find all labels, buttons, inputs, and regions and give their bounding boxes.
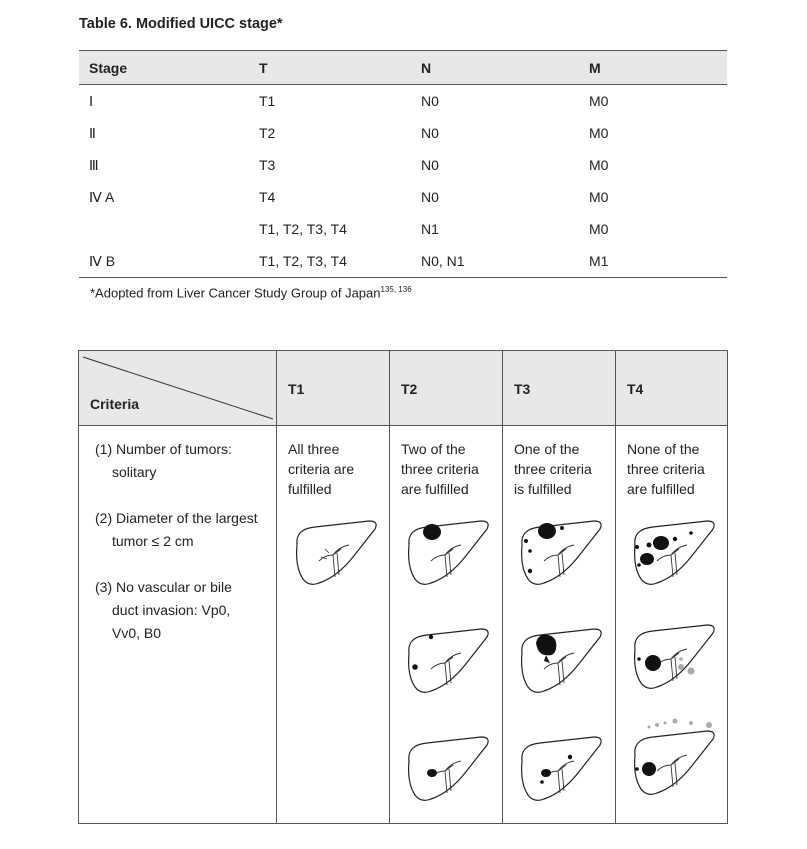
column-header-t2: T2 <box>401 381 418 397</box>
liver-illustration-t2-a <box>403 519 493 589</box>
description-line: fulfilled <box>288 481 332 497</box>
cell-n: N0 <box>421 157 439 173</box>
cell-stage: Ⅳ B <box>79 245 259 278</box>
table-row <box>79 85 727 118</box>
description-line: None of the <box>627 441 700 457</box>
header-t: T <box>259 51 421 85</box>
criterion-line: Vv0, B0 <box>112 625 162 641</box>
cell-m: M0 <box>589 125 609 141</box>
diagonal-corner-line <box>79 351 277 425</box>
cell-t: T1 <box>259 93 276 109</box>
criterion-line: tumor ≤ 2 cm <box>112 533 194 549</box>
cell-n: N0 <box>421 125 439 141</box>
cell-t: T1, T2, T3, T4 <box>259 221 347 237</box>
header-n: N <box>421 51 589 85</box>
criterion-line: (2) Diameter of the largest <box>95 510 258 526</box>
description-line: Two of the <box>401 441 466 457</box>
liver-illustration-t3-c <box>516 735 606 805</box>
uicc-stage-table <box>79 50 727 278</box>
cell-m: M0 <box>589 157 609 173</box>
column-divider <box>389 351 390 823</box>
description-line: criteria are <box>288 461 355 477</box>
table-title: Table 6. Modified UICC stage* <box>79 16 283 32</box>
description-t2 <box>401 439 506 499</box>
liver-illustration-t3-a <box>516 519 606 589</box>
column-header-t1: T1 <box>288 381 305 397</box>
description-line: three criteria <box>401 461 479 477</box>
cell-m: M0 <box>589 93 609 109</box>
criterion-line: duct invasion: Vp0, <box>112 602 231 618</box>
column-divider <box>502 351 503 823</box>
liver-illustration-t4-a <box>629 519 719 589</box>
cell-stage <box>79 213 259 245</box>
cell-stage: Ⅲ <box>89 156 99 173</box>
table-row <box>79 117 727 149</box>
cell-m: M0 <box>589 189 609 205</box>
criterion-diameter <box>95 507 258 553</box>
cell-n: N0 <box>421 93 439 109</box>
liver-illustration-t4-c <box>629 715 724 805</box>
table-footnote <box>90 285 412 300</box>
header-m: M <box>589 51 727 85</box>
criterion-line: (3) No vascular or bile <box>95 579 232 595</box>
cell-stage: Ⅰ <box>89 92 94 109</box>
description-t3 <box>514 439 619 499</box>
description-line: are fulfilled <box>627 481 695 497</box>
table-row <box>79 245 727 278</box>
cell-n: N0 <box>421 189 439 205</box>
description-t1 <box>288 439 393 499</box>
description-line: three criteria <box>514 461 592 477</box>
criteria-corner-label: Criteria <box>90 396 140 412</box>
description-t4 <box>627 439 732 499</box>
description-line: is fulfilled <box>514 481 572 497</box>
footnote-refs: 135, 136 <box>380 285 412 294</box>
cell-m: M0 <box>589 221 609 237</box>
description-line: three criteria <box>627 461 705 477</box>
t-criteria-table <box>78 350 728 824</box>
column-divider <box>615 351 616 823</box>
description-line: One of the <box>514 441 580 457</box>
table-row <box>79 149 727 181</box>
table-row <box>79 213 727 245</box>
cell-stage: Ⅳ A <box>89 188 115 205</box>
liver-illustration-t3-b <box>516 627 606 697</box>
column-header-t3: T3 <box>514 381 531 397</box>
criterion-line: (1) Number of tumors: <box>95 441 232 457</box>
cell-n: N1 <box>421 221 439 237</box>
criterion-line: solitary <box>112 464 157 480</box>
footnote-text: *Adopted from Liver Cancer Study Group of Japan <box>90 285 381 301</box>
cell-stage: Ⅱ <box>89 124 96 141</box>
cell-t: T1, T2, T3, T4 <box>259 245 421 278</box>
liver-illustration-t2-b <box>403 627 493 697</box>
table-header-row <box>79 51 727 85</box>
liver-illustration-t1 <box>291 519 381 589</box>
criterion-number <box>95 438 232 484</box>
table-row <box>79 181 727 213</box>
header-stage: Stage <box>79 51 259 85</box>
cell-n: N0, N1 <box>421 245 589 278</box>
liver-illustration-t4-b <box>629 619 719 699</box>
cell-m: M1 <box>589 245 727 278</box>
cell-t: T3 <box>259 157 276 173</box>
column-header-t4: T4 <box>627 381 644 397</box>
column-divider <box>276 351 277 823</box>
description-line: All three <box>288 441 340 457</box>
cell-t: T4 <box>259 189 276 205</box>
description-line: are fulfilled <box>401 481 469 497</box>
criterion-invasion <box>95 576 232 645</box>
cell-t: T2 <box>259 125 276 141</box>
liver-illustration-t2-c <box>403 735 493 805</box>
